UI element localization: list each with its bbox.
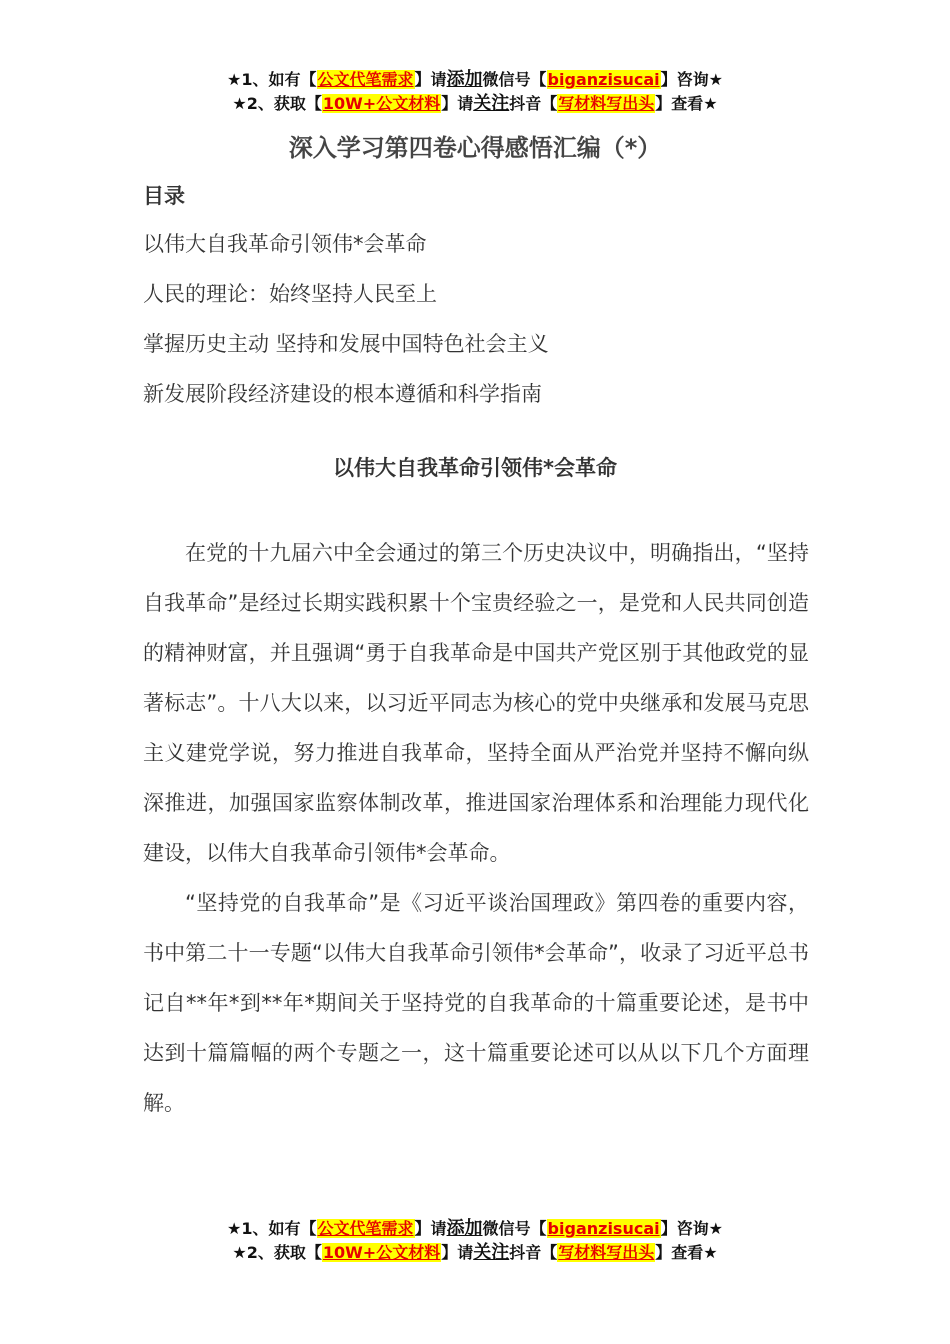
banner-line-1: ★1、如有【公文代笔需求】请添加微信号【biganzisucai】咨询★ <box>227 1218 723 1239</box>
banner-line-1: ★1、如有【公文代笔需求】请添加微信号【biganzisucai】咨询★ <box>227 69 723 90</box>
document-title: 深入学习第四卷心得感悟汇编（*） <box>288 134 662 162</box>
paragraph: “坚持党的自我革命”是《习近平谈治国理政》第四卷的重要内容，书中第二十一专题“以伟大自我革命引领伟*会革命”，收录了习近平总书记自**年*到**年*期间关于坚持党的自我革命的十篇重要论述，是书中达到十篇篇幅的两个专题之一，这十篇重要论述可以从以下几个方面理解。 <box>143 891 809 1115</box>
toc-item[interactable]: 人民的理论：始终坚持人民至上 <box>143 282 437 306</box>
footer-banner <box>0 1217 950 1265</box>
paragraph: 在党的十九届六中全会通过的第三个历史决议中，明确指出，“坚持自我革命”是经过长期实践积累十个宝贵经验之一，是党和人民共同创造的精神财富，并且强调“勇于自我革命是中国共产党区别于其他政党的显著标志”。十八大以来，以习近平同志为核心的党中央继承和发展马克思主义建党学说，努力推进自我革命，坚持全面从严治党并坚持不懈向纵深推进，加强国家监察体制改革，推进国家治理体系和治理能力现代化建设，以伟大自我革命引领伟*会革命。 <box>143 541 809 865</box>
wechat-id: biganzisucai <box>547 1219 660 1238</box>
section-title: 以伟大自我革命引领伟*会革命 <box>333 456 617 480</box>
section-content <box>143 528 809 1128</box>
toc-item[interactable]: 掌握历史主动 坚持和发展中国特色社会主义 <box>143 332 549 356</box>
toc-item[interactable]: 以伟大自我革命引领伟*会革命 <box>143 232 427 256</box>
banner-line-2: ★2、获取【10W+公文材料】请关注抖音【写材料写出头】查看★ <box>232 1242 718 1263</box>
banner-highlight: 10W+公文材料 <box>322 1243 441 1262</box>
toc-item[interactable]: 新发展阶段经济建设的根本遵循和科学指南 <box>143 382 542 406</box>
banner-highlight: 10W+公文材料 <box>322 94 441 113</box>
douyin-id: 写材料写出头 <box>558 1243 655 1262</box>
toc-heading: 目录 <box>143 184 185 208</box>
table-of-contents <box>143 226 549 426</box>
header-banner <box>0 68 950 116</box>
banner-line-2: ★2、获取【10W+公文材料】请关注抖音【写材料写出头】查看★ <box>232 93 718 114</box>
douyin-id: 写材料写出头 <box>558 94 655 113</box>
banner-highlight: 公文代笔需求 <box>317 70 414 89</box>
banner-highlight: 公文代笔需求 <box>317 1219 414 1238</box>
wechat-id: biganzisucai <box>547 70 660 89</box>
